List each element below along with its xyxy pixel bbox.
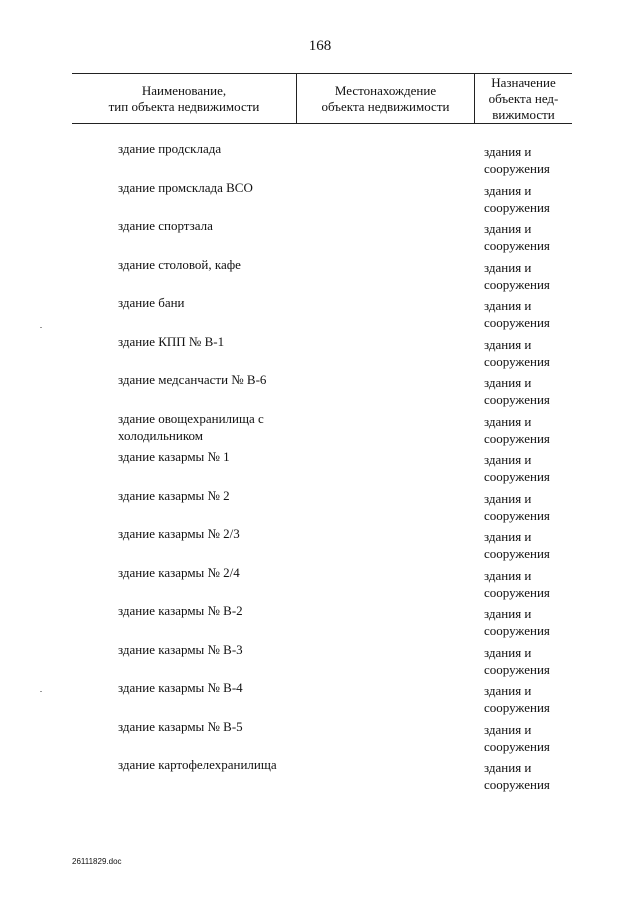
object-name: здание спортзала bbox=[118, 218, 213, 233]
table-row bbox=[0, 179, 640, 218]
column-header-location-text: Местонахождение объекта недвижимости bbox=[321, 82, 450, 114]
object-purpose: здания и сооружения bbox=[484, 221, 550, 253]
object-name: здание бани bbox=[118, 295, 185, 310]
object-purpose: здания и сооружения bbox=[484, 567, 550, 600]
object-purpose: здания и сооружения bbox=[484, 182, 550, 215]
table-body bbox=[0, 140, 640, 795]
object-name: здание казармы № 2/4 bbox=[118, 564, 240, 580]
object-name: здание казармы № В-2 bbox=[118, 603, 243, 618]
table-row bbox=[0, 564, 640, 603]
page-number: 168 bbox=[308, 38, 332, 54]
object-purpose: здания и сооружения bbox=[484, 259, 550, 292]
object-purpose: здания и сооружения bbox=[484, 413, 550, 446]
scan-speck bbox=[40, 691, 42, 692]
object-purpose: здания и сооружения bbox=[484, 452, 550, 484]
table-row bbox=[0, 525, 640, 564]
table-row bbox=[0, 217, 640, 256]
object-name: здание КПП № В-1 bbox=[118, 333, 225, 349]
object-purpose: здания и сооружения bbox=[484, 298, 550, 330]
table-row bbox=[0, 487, 640, 526]
table-row bbox=[0, 679, 640, 718]
object-name: здание промсклада ВСО bbox=[118, 179, 253, 195]
object-purpose: здания и сооружения bbox=[484, 336, 550, 369]
table-row bbox=[0, 718, 640, 757]
object-name: здание овощехранилища с холодильником bbox=[118, 410, 264, 443]
scan-speck bbox=[40, 327, 42, 328]
object-purpose: здания и сооружения bbox=[484, 490, 550, 523]
object-purpose: здания и сооружения bbox=[484, 644, 550, 677]
table-row bbox=[0, 448, 640, 487]
table-row bbox=[0, 410, 640, 449]
object-name: здание казармы № 1 bbox=[118, 449, 230, 464]
object-purpose: здания и сооружения bbox=[484, 144, 550, 176]
table-row bbox=[0, 756, 640, 795]
column-header-name bbox=[72, 73, 296, 124]
object-purpose: здания и сооружения bbox=[484, 375, 550, 407]
object-name: здание казармы № В-3 bbox=[118, 641, 243, 657]
table-row bbox=[0, 140, 640, 179]
object-purpose: здания и сооружения bbox=[484, 721, 550, 754]
object-name: здание медсанчасти № В-6 bbox=[118, 372, 267, 387]
table-row bbox=[0, 256, 640, 295]
object-purpose: здания и сооружения bbox=[484, 529, 550, 561]
object-purpose: здания и сооружения bbox=[484, 606, 550, 638]
table-row bbox=[0, 333, 640, 372]
document-filename: 26111829.doc bbox=[72, 857, 122, 866]
column-header-location bbox=[297, 73, 474, 124]
object-name: здание казармы № В-5 bbox=[118, 718, 243, 734]
column-header-purpose bbox=[475, 73, 572, 124]
table-row bbox=[0, 602, 640, 641]
table-row bbox=[0, 371, 640, 410]
object-purpose: здания и сооружения bbox=[484, 683, 550, 715]
column-header-purpose-text: Назначение объекта нед- вижимости bbox=[488, 74, 559, 122]
table-row bbox=[0, 294, 640, 333]
object-purpose: здания и сооружения bbox=[484, 760, 550, 792]
object-name: здание казармы № 2/3 bbox=[118, 526, 240, 541]
table-row bbox=[0, 641, 640, 680]
column-header-name-text: Наименование, тип объекта недвижимости bbox=[108, 82, 260, 114]
object-name: здание столовой, кафе bbox=[118, 256, 241, 272]
object-name: здание продсклада bbox=[118, 141, 222, 156]
object-name: здание картофелехранилища bbox=[118, 757, 277, 772]
object-name: здание казармы № В-4 bbox=[118, 680, 243, 695]
object-name: здание казармы № 2 bbox=[118, 487, 230, 503]
